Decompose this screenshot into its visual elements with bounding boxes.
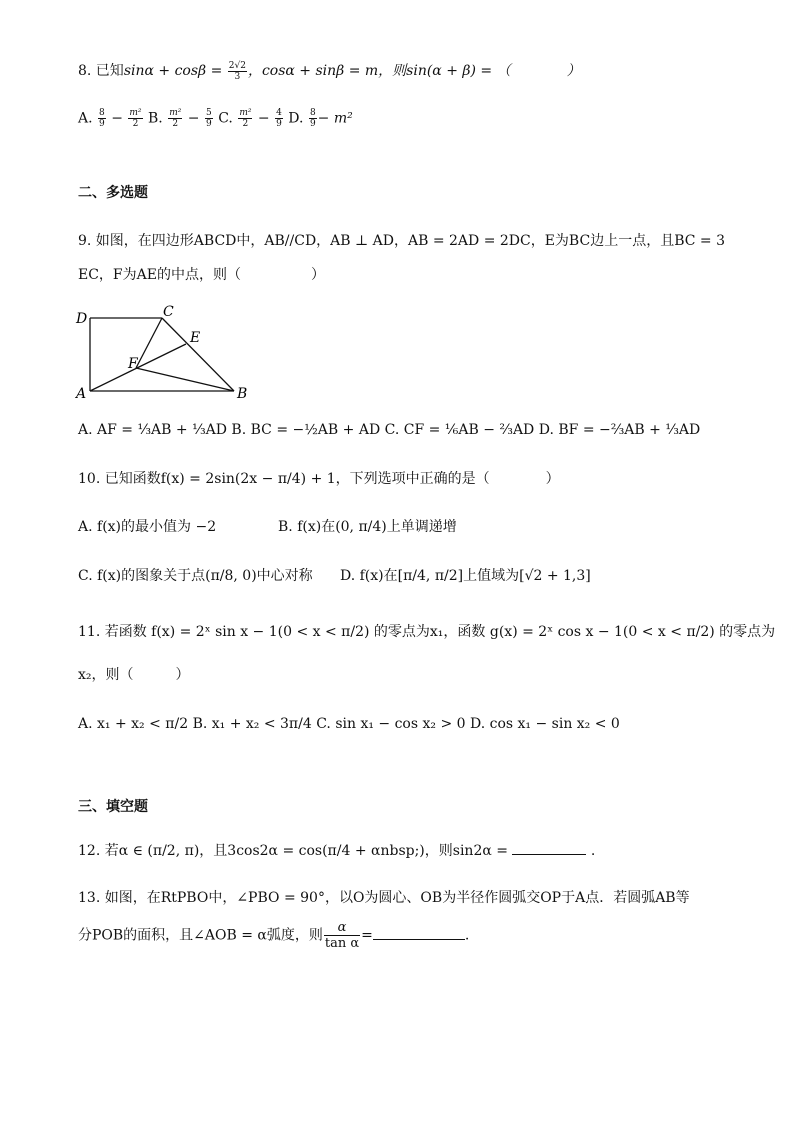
frac-num: 8 <box>99 108 105 118</box>
frac-den: 9 <box>99 119 105 129</box>
minus: − <box>183 110 204 127</box>
frac-num: m² <box>169 108 182 118</box>
q8-opt-b-label: B. <box>148 110 163 127</box>
quadrilateral-figure <box>74 302 264 402</box>
question-11-line2: x₂，则（ ） <box>78 667 190 683</box>
q8-opt-c-frac2 <box>275 108 283 129</box>
q13-frac <box>324 920 360 951</box>
minus: − <box>253 110 275 127</box>
label-D: D <box>76 311 88 327</box>
question-13-line2 <box>78 920 469 951</box>
section-multi-choice-title: 二、多选题 <box>78 184 148 200</box>
q8-opt-d-label: D. <box>288 110 304 127</box>
q8-frac-a <box>228 61 247 82</box>
frac-den: 9 <box>309 119 316 129</box>
q8-opt-b-frac1 <box>168 108 182 129</box>
frac-den: 2 <box>172 119 179 129</box>
q8-frac-a-den: 3 <box>234 71 241 82</box>
question-11-line1: 11. 若函数 f(x) = 2ˣ sin x − 1(0 < x < π/2) 的零点为x₁，函数 g(x) = 2ˣ cos x − 1(0 < x < π/2) 的零点为 <box>78 624 776 640</box>
q8-frac-a-num: 2√2 <box>228 60 246 71</box>
question-10-opt-c: C. f(x)的图象关于点(π/8, 0)中心对称 <box>78 568 313 584</box>
q8-expr-b: ，cosα + sinβ = m，则sin(α + β) = （ ） <box>247 63 581 79</box>
question-9-line1: 9. 如图，在四边形ABCD中，AB//CD，AB ⊥ AD，AB = 2AD = 2DC，E为BC边上一点，且BC = 3 <box>78 233 725 249</box>
label-A: A <box>76 386 87 402</box>
minus: − <box>106 110 128 127</box>
question-10-opt-b: B. f(x)在(0, π/4)上单调递增 <box>278 519 457 535</box>
q8-opt-a-label: A. <box>78 110 93 127</box>
q13-frac-num: α <box>324 920 360 936</box>
q13-equals: = <box>361 927 373 944</box>
q8-opt-d-frac <box>309 108 317 129</box>
q8-opt-a-frac1 <box>98 108 106 129</box>
question-12: 12. 若α ∈ (π/2, π)，且3cos2α = cos(π/4 + αnbsp;)，则sin2α = . <box>78 843 596 859</box>
q8-opt-c-frac1 <box>238 108 252 129</box>
question-10-opt-d: D. f(x)在[π/4, π/2]上值域为[√2 + 1,3] <box>340 568 591 584</box>
question-13-line1: 13. 如图，在RtPBO中，∠PBO = 90°，以O为圆心、OB为半径作圆弧交OP于A点．若圆弧AB等 <box>78 890 690 906</box>
answer-blank-13[interactable] <box>373 927 465 940</box>
question-12-text: 12. 若α ∈ (π/2, π)，且3cos2α = cos(π/4 + αnbsp;)，则sin2α = <box>78 843 513 859</box>
q8-prefix: 8. 已知 <box>78 63 124 79</box>
question-9-line2: EC，F为AE的中点，则（ ） <box>78 267 325 283</box>
question-11-options: A. x₁ + x₂ < π/2 B. x₁ + x₂ < 3π/4 C. sin x₁ − cos x₂ > 0 D. cos x₁ − sin x₂ < 0 <box>78 716 620 732</box>
frac-num: 8 <box>309 108 316 118</box>
question-13-line2-text: 分POB的面积，且∠AOB = α弧度，则 <box>78 927 323 944</box>
frac-num: m² <box>129 108 142 118</box>
frac-num: m² <box>239 108 252 118</box>
section-fill-blank-title: 三、填空题 <box>78 798 148 814</box>
answer-blank-12[interactable] <box>512 842 586 855</box>
question-10-stem: 10. 已知函数f(x) = 2sin(2x − π/4) + 1，下列选项中正确的是（ ） <box>78 471 560 487</box>
frac-num: 4 <box>276 108 282 118</box>
q13-period: . <box>464 927 470 944</box>
q8-opt-c-label: C. <box>218 110 233 127</box>
frac-den: 2 <box>132 119 139 129</box>
question-9-options: A. AF = ⅓AB + ⅓AD B. BC = −½AB + AD C. CF = ⅙AB − ⅔AD D. BF = −⅔AB + ⅓AD <box>78 422 701 438</box>
frac-den: 9 <box>276 119 282 129</box>
q8-opt-b-frac2 <box>205 108 213 129</box>
q8-expr-a: sinα + cosβ = <box>123 63 227 79</box>
frac-num: 5 <box>206 108 212 118</box>
question-10-opt-a: A. f(x)的最小值为 −2 <box>78 519 217 535</box>
label-E: E <box>190 330 201 346</box>
label-B: B <box>237 386 248 402</box>
label-C: C <box>163 304 174 320</box>
question-8-options <box>78 108 353 129</box>
q8-opt-d-expr: − m² <box>317 110 353 127</box>
q8-opt-a-frac2 <box>128 108 142 129</box>
frac-den: 9 <box>206 119 212 129</box>
frac-den: 2 <box>242 119 249 129</box>
q13-frac-den: tan α <box>324 936 360 951</box>
label-F: F <box>128 356 138 372</box>
question-8 <box>78 60 581 82</box>
